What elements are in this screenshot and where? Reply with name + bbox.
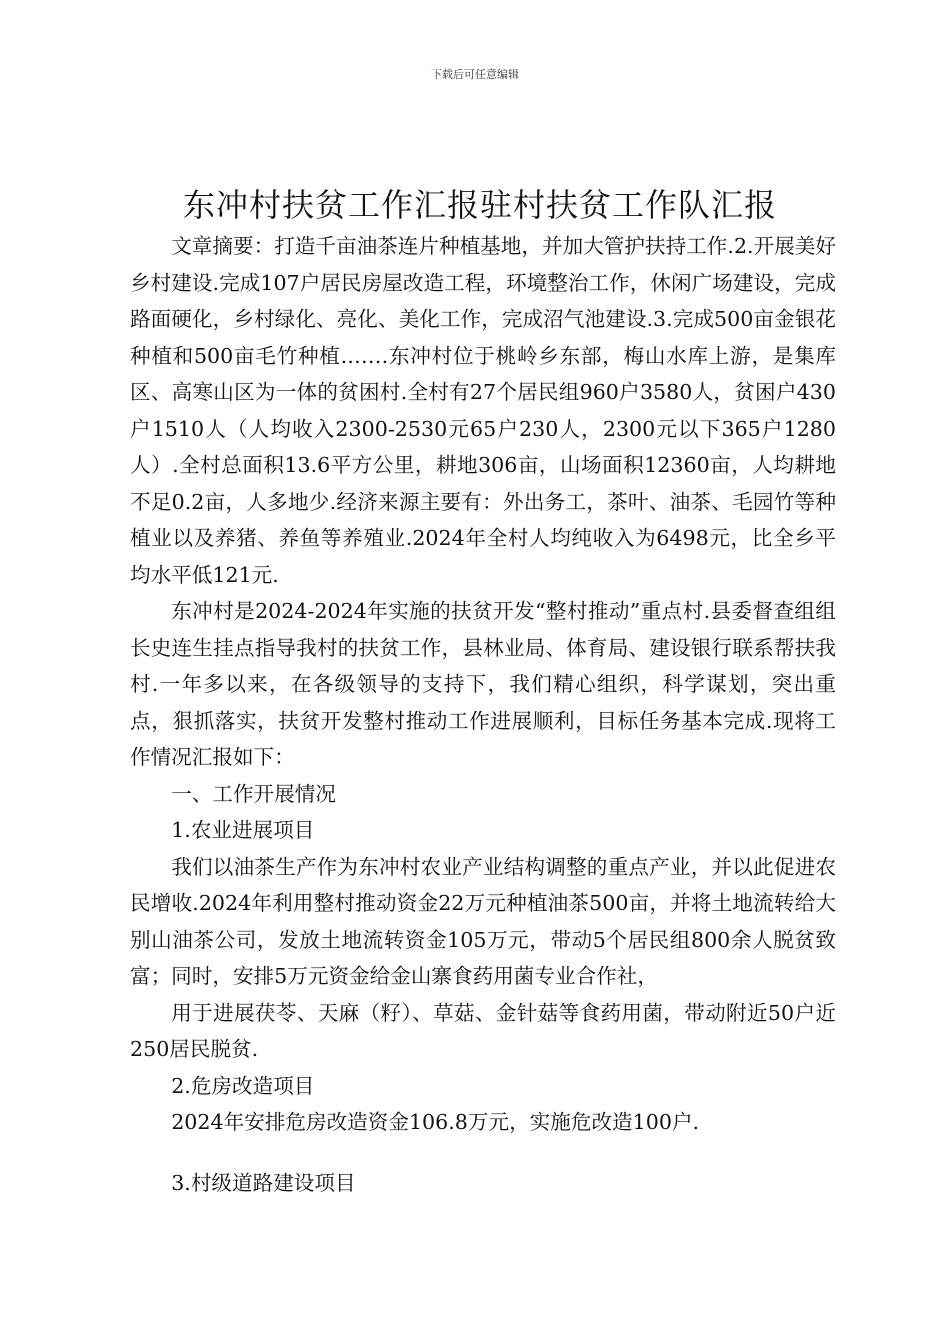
section-heading-work-progress: 一、工作开展情况 [171,781,336,806]
fungus-paragraph: 用于进展茯苓、天麻（籽）、草菇、金针菇等食药用菌，带动附近50户近250居民脱贫. [130,1000,836,1061]
subheading-housing: 2.危房改造项目 [171,1073,315,1098]
page-header-note: 下载后可任意编辑 [431,68,519,81]
housing-paragraph: 2024年安排危房改造资金106.8万元，实施危改造100户. [171,1110,700,1134]
document-body [130,228,836,1201]
document-title: 东冲村扶贫工作汇报驻村扶贫工作队汇报 [182,186,777,224]
subheading-roads: 3.村级道路建设项目 [171,1170,356,1195]
summary-paragraph: 文章摘要：打造千亩油茶连片种植基地，并加大管护扶持工作.2.开展美好乡村建设.完成107户居民房屋改造工程，环境整治工作，休闲广场建设，完成路面硬化，乡村绿化、亮化、美化工作，完成沼气池建设.3.完成500亩金银花种植和500亩毛竹种植.……东冲村位于桃岭乡东部，梅山水库上游，是集库区、高寒山区为一体的贫困村.全村有27个居民组960户3580人，贫困户430户1510人（人均收入2300-2530元65户230人，2300元以下365户1280人）.全村总面积13.6平方公里，耕地306亩，山场面积12360亩，人均耕地不足0.2亩，人多地少.经济来源主要有：外出务工，茶叶、油茶、毛园竹等种植业以及养猪、养鱼等养殖业.2024年全村人均纯收入为6498元，比全乡平均水平低121元. [130,234,836,587]
agriculture-paragraph: 我们以油茶生产作为东冲村农业产业结构调整的重点产业，并以此促进农民增收.2024年利用整村推动资金22万元种植油茶500亩，并将土地流转给大别山油茶公司，发放土地流转资金105万元，带动5个居民组800余人脱贫致富；同时，安排5万元资金给金山寨食药用菌专业合作社， [130,854,836,988]
intro-paragraph: 东冲村是2024-2024年实施的扶贫开发“整村推动”重点村.县委督查组组长史连生挂点指导我村的扶贫工作，县林业局、体育局、建设银行联系帮扶我村.一年多以来，在各级领导的支持下，我们精心组织，科学谋划，突出重点，狠抓落实，扶贫开发整村推动工作进展顺利，目标任务基本完成.现将工作情况汇报如下： [130,599,836,769]
subheading-agriculture: 1.农业进展项目 [171,818,315,842]
